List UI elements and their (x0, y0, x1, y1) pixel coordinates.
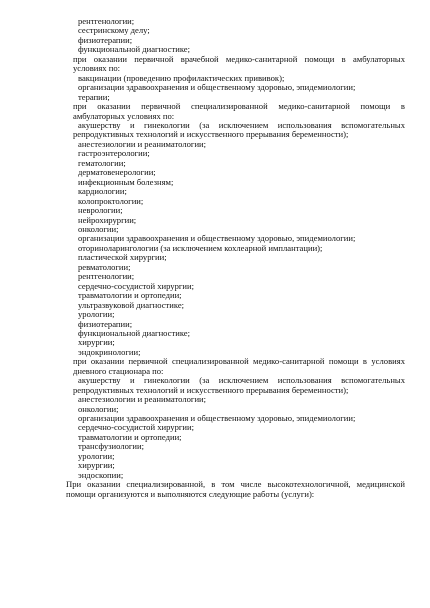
list-item: акушерству и гинекологии (за исключением использования вспомогательных (78, 119, 405, 130)
list-item: трансфузиологии; (78, 441, 145, 452)
list-item: рентгенологии; (78, 16, 135, 26)
section-heading-line: амбулаторных условиях по: (73, 110, 175, 121)
list-item: эндоскопии; (78, 469, 124, 480)
section-heading-line: условиях по: (73, 63, 121, 74)
list-item: организации здравоохранения и общественному здоровью, эпидемиологии; (78, 82, 356, 93)
list-item: инфекционным болезням; (78, 176, 174, 187)
list-item: кардиологии; (78, 186, 127, 197)
list-item: функциональной диагностике; (78, 327, 191, 338)
list-item: неврологии; (78, 205, 123, 216)
list-item: рентгенологии; (78, 271, 135, 282)
list-item: ревматологии; (78, 261, 131, 272)
list-item-continuation: репродуктивных технологий и искусственного прерывания беременности); (73, 129, 349, 140)
paragraph-line: помощи организуются и выполняются следующие работы (услуги): (66, 488, 315, 499)
list-item: урологии; (78, 450, 115, 461)
list-item: физиотерапии; (78, 34, 133, 45)
section-heading-line: при оказании первичной специализированной медико-санитарной помощи в (73, 101, 405, 112)
section-heading-line: при оказании первичной специализированной медико-санитарной помощи в условиях (73, 356, 405, 367)
list-item: сестринскому делу; (78, 25, 150, 36)
list-item: сердечно-сосудистой хирургии; (78, 280, 195, 291)
list-item: нейрохирургии; (78, 214, 137, 225)
list-item: анестезиологии и реаниматологии; (78, 394, 207, 405)
list-item: урологии; (78, 309, 115, 320)
list-item: функциональной диагностике; (78, 44, 191, 55)
list-item: травматологии и ортопедии; (78, 290, 182, 301)
section-heading-line: дневного стационара по: (73, 365, 164, 376)
list-item: сердечно-сосудистой хирургии; (78, 422, 195, 433)
list-item: травматологии и ортопедии; (78, 431, 182, 442)
list-item-continuation: репродуктивных технологий и искусственного прерывания беременности); (73, 384, 349, 395)
list-item: хирургии; (78, 460, 115, 471)
list-item: дерматовенерологии; (78, 167, 156, 178)
list-item: ультразвуковой диагностике; (78, 299, 185, 310)
list-item: гастроэнтерологии; (78, 148, 150, 159)
list-item: пластической хирургии; (78, 252, 167, 263)
list-item: гематологии; (78, 157, 126, 168)
list-item: акушерству и гинекологии (за исключением использования вспомогательных (78, 375, 405, 386)
list-item: оториноларингологии (за исключением кохлеарной имплантации); (78, 242, 323, 253)
list-item: организации здравоохранения и общественному здоровью, эпидемиологии; (78, 413, 356, 424)
section-heading-line: при оказании первичной врачебной медико-санитарной помощи в амбулаторных (73, 53, 405, 64)
list-item: анестезиологии и реаниматологии; (78, 138, 207, 149)
list-item: эндокринологии; (78, 346, 141, 357)
list-item: онкологии; (78, 223, 119, 234)
paragraph-line: При оказании специализированной, в том числе высокотехнологичной, медицинской (66, 479, 405, 490)
list-item: колопроктологии; (78, 195, 144, 206)
list-item: физиотерапии; (78, 318, 133, 329)
list-item: терапии; (78, 91, 110, 102)
list-item: онкологии; (78, 403, 119, 414)
list-item: хирургии; (78, 337, 115, 348)
list-item: вакцинации (проведению профилактических прививок); (78, 72, 285, 83)
list-item: организации здравоохранения и общественному здоровью, эпидемиологии; (78, 233, 356, 244)
